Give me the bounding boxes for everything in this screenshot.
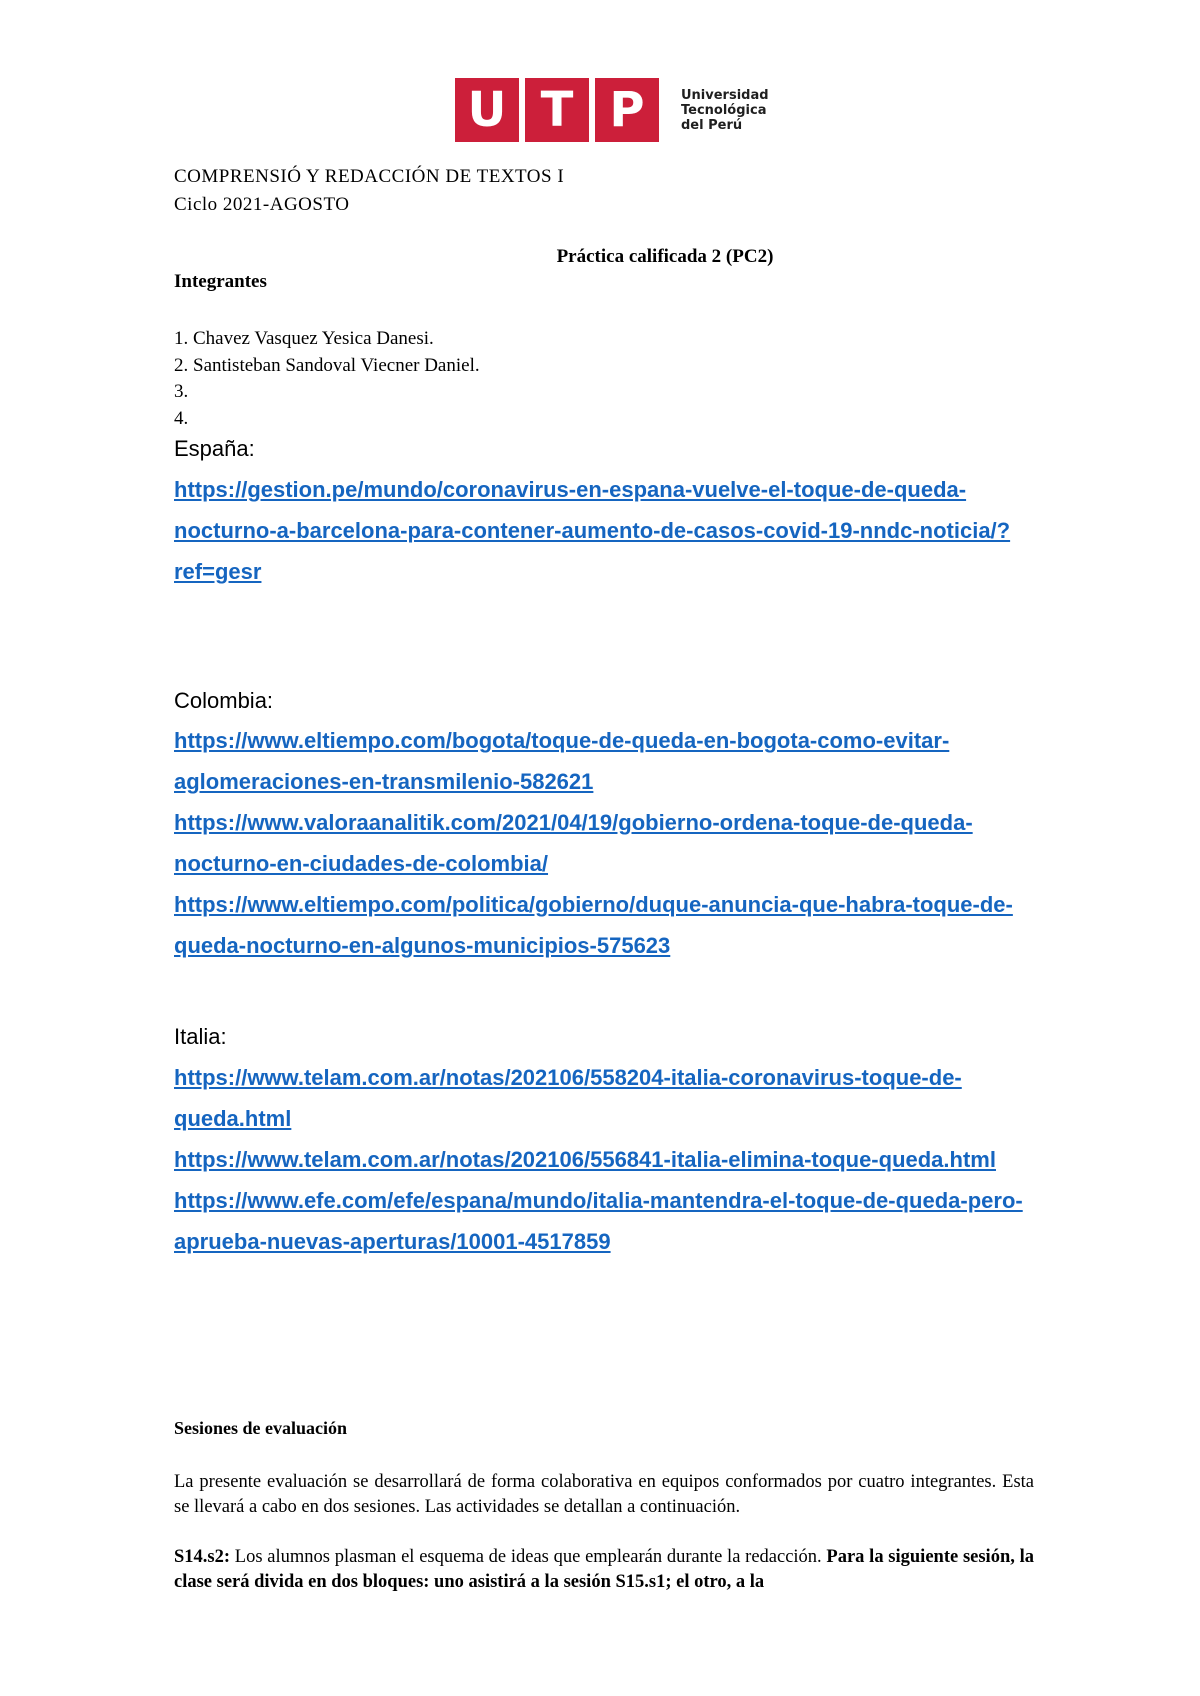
evaluation-heading: Sesiones de evaluación [174,1418,348,1438]
colombia-link-eltiempo-politica[interactable]: https://www.eltiempo.com/politica/gobierno/duque-anuncia-que-habra-toque-de-queda-nocturno-en-algunos-municipios-575623 [174,892,1013,958]
member-item: 3. [174,381,189,402]
italy-link-telam-558204[interactable]: https://www.telam.com.ar/notas/202106/558204-italia-coronavirus-toque-de-queda.html [174,1065,962,1131]
course-title: COMPRENSIÓ Y REDACCIÓN DE TEXTOS I [174,166,565,187]
spain-links [174,469,1054,592]
practice-title: Práctica calificada 2 (PC2) [556,246,774,267]
spain-heading: España: [174,436,255,461]
italy-heading: Italia: [174,1024,227,1049]
member-item: 1. Chavez Vasquez Yesica Danesi. [174,328,434,349]
colombia-heading: Colombia: [174,688,274,713]
cycle-label: Ciclo 2021-AGOSTO [174,194,350,215]
utp-logo [455,78,769,142]
italy-link-telam-556841[interactable]: https://www.telam.com.ar/notas/202106/556841-italia-elimina-toque-queda.html [174,1147,996,1172]
spain-link-gestion[interactable]: https://gestion.pe/mundo/coronavirus-en-espana-vuelve-el-toque-de-queda-nocturno-a-barcelona-para-contener-aumento-de-casos-covid-19-nndc-noticia/?ref=gesr [174,477,1011,584]
colombia-link-valoraanalitik[interactable]: https://www.valoraanalitik.com/2021/04/19/gobierno-ordena-toque-de-queda-nocturno-en-ciudades-de-colombia/ [174,810,973,876]
italy-link-efe[interactable]: https://www.efe.com/efe/espana/mundo/italia-mantendra-el-toque-de-queda-pero-aprueba-nuevas-aperturas/10001-4517859 [174,1188,1023,1254]
logo-university-name: Universidad Tecnológica del Perú [681,87,769,133]
logo-letter-p: P [595,78,659,142]
evaluation-intro: La presente evaluación se desarrollará de forma colaborativa en equipos conformados por cuatro integrantes. Esta se llevará a cabo en dos sesiones. Las actividades se detallan a continuación. [174,1472,1034,1517]
members-heading: Integrantes [174,271,267,292]
session-s14-text: Los alumnos plasman el esquema de ideas que emplearán durante la redacción. [230,1547,827,1567]
member-item: 4. [174,407,189,429]
colombia-link-eltiempo-bogota[interactable]: https://www.eltiempo.com/bogota/toque-de-queda-en-bogota-como-evitar-aglomeraciones-en-transmilenio-582621 [174,728,950,794]
italy-links [174,1057,1054,1262]
session-s14-label: S14.s2: [174,1547,231,1567]
logo-letter-u: U [455,78,519,142]
session-s14-paragraph [174,1545,1034,1595]
members-list [174,326,480,432]
member-item: 2. Santisteban Sandoval Viecner Daniel. [174,354,480,376]
colombia-links [174,720,1054,966]
logo-letter-t: T [525,78,589,142]
session-s14-bold: Para la siguiente sesión, la clase será divida en dos bloques: uno asistirá a la sesión S15.s1; el otro, a la [174,1547,1034,1592]
